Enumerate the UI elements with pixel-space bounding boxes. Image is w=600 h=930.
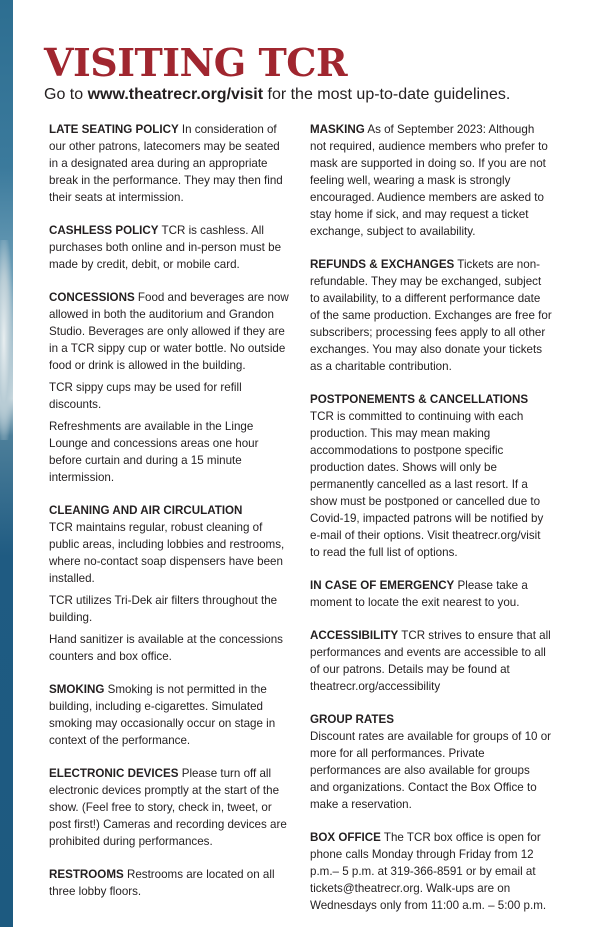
section-masking [310,121,552,240]
section-heading: RESTROOMS [49,868,124,881]
section-heading: BOX OFFICE [310,831,381,844]
section-text: Food and beverages are now allowed in both the auditorium and Grandon Studio. Beverages are only allowed if they are in a TCR sippy cup or water bottle. No outside food or drink is allowed in the building. [49,291,289,372]
section-late-seating [49,121,289,206]
page-title: VISITING TCR [44,40,348,85]
visit-url-link[interactable]: www.theatrecr.org/visit [87,86,264,103]
section-heading: REFUNDS & EXCHANGES [310,258,455,271]
section-box-office [310,829,552,914]
section-text: Smoking is not permitted in the building, including e-cigarettes. Simulated smoking may occasionally occur on stage in context of the performance. [49,683,276,747]
section-text: The TCR box office is open for phone calls Monday through Friday from 12 p.m.– 5 p.m. at 319-366-8591 or by email at tickets@theatrecr.org. Walk-ups are on Wednesdays only from 11:00 a.m. – 5:00 p.m. [310,831,547,912]
section-heading: CONCESSIONS [49,291,135,304]
section-cleaning [49,502,289,665]
section-heading: CASHLESS POLICY [49,224,159,237]
section-text: TCR is committed to continuing with each production. This may mean making accommodations to postpone specific production dates. Shows will only be permanently cancelled as a last resort. If a show must be postponed or cancelled due to Covid-19, impacted patrons will be notified by e-mail of their options. Visit theatrecr.org/visit to read the full list of options. [310,410,544,559]
section-text: TCR is cashless. All purchases both online and in-person must be made by credit, debit, or mobile card. [49,224,282,271]
decorative-edge-strip [0,0,13,927]
page-subtitle [44,85,510,105]
section-refunds-exchanges [310,256,552,375]
subtitle-suffix: for the most up-to-date guidelines. [263,86,511,103]
section-cashless [49,222,289,273]
left-column [49,121,289,916]
section-emergency [310,577,552,611]
section-heading: GROUP RATES [310,713,394,726]
section-group-rates [310,711,552,813]
right-column [310,121,552,930]
edge-strip-image [0,240,13,440]
section-paragraph: Refreshments are available in the Linge Lounge and concessions areas one hour before curtain and during a 15 minute intermission. [49,420,259,484]
section-text: TCR maintains regular, robust cleaning of public areas, including lobbies and restrooms, where no-contact soap dispensers have been installed. [49,521,285,585]
section-text: Restrooms are located on all three lobby floors. [49,868,275,898]
section-concessions [49,289,289,486]
subtitle-prefix: Go to [44,86,88,103]
section-heading: CLEANING AND AIR CIRCULATION [49,504,243,517]
section-text: Please take a moment to locate the exit nearest to you. [310,579,528,609]
section-text: Tickets are non-refundable. They may be exchanged, subject to availability, to a different performance date of the same production. Exchanges are free for subscribers; processing fees apply to all other exchanges. You may also donate your tickets as a charitable contribution. [310,258,552,373]
section-heading: MASKING [310,123,365,136]
section-heading: SMOKING [49,683,105,696]
section-heading: POSTPONEMENTS & CANCELLATIONS [310,393,529,406]
section-heading: ELECTRONIC DEVICES [49,767,179,780]
section-paragraph: TCR sippy cups may be used for refill discounts. [49,381,242,411]
section-text: In consideration of our other patrons, latecomers may be seated in a designated area during an appropriate break in the performance. They may then find their seats at intermission. [49,123,283,204]
section-postponements [310,391,552,561]
section-text: Discount rates are available for groups of 10 or more for all performances. Private performances are also available for groups and organizations. Contact the Box Office to make a reservation. [310,730,552,811]
section-text: Please turn off all electronic devices promptly at the start of the show. (Feel free to story, check in, tweet, or post first!) Cameras and recording devices are prohibited during performances. [49,767,287,848]
section-electronic-devices [49,765,289,850]
section-smoking [49,681,289,749]
section-accessibility [310,627,552,695]
section-heading: IN CASE OF EMERGENCY [310,579,455,592]
section-heading: ACCESSIBILITY [310,629,399,642]
section-paragraph: TCR utilizes Tri-Dek air filters throughout the building. [49,594,278,624]
section-restrooms [49,866,289,900]
section-paragraph: Hand sanitizer is available at the concessions counters and box office. [49,633,283,663]
section-text: As of September 2023: Although not required, audience members who prefer to mask are supported in doing so. If you are not feeling well, wearing a mask is strongly encouraged. Audience members are asked to stay home if sick, and may request a ticket exchange, subject to availability. [310,123,548,238]
section-heading: LATE SEATING POLICY [49,123,179,136]
section-text: TCR strives to ensure that all performances and events are accessible to all of our patrons. Details may be found at theatrecr.org/accessibility [310,629,551,693]
